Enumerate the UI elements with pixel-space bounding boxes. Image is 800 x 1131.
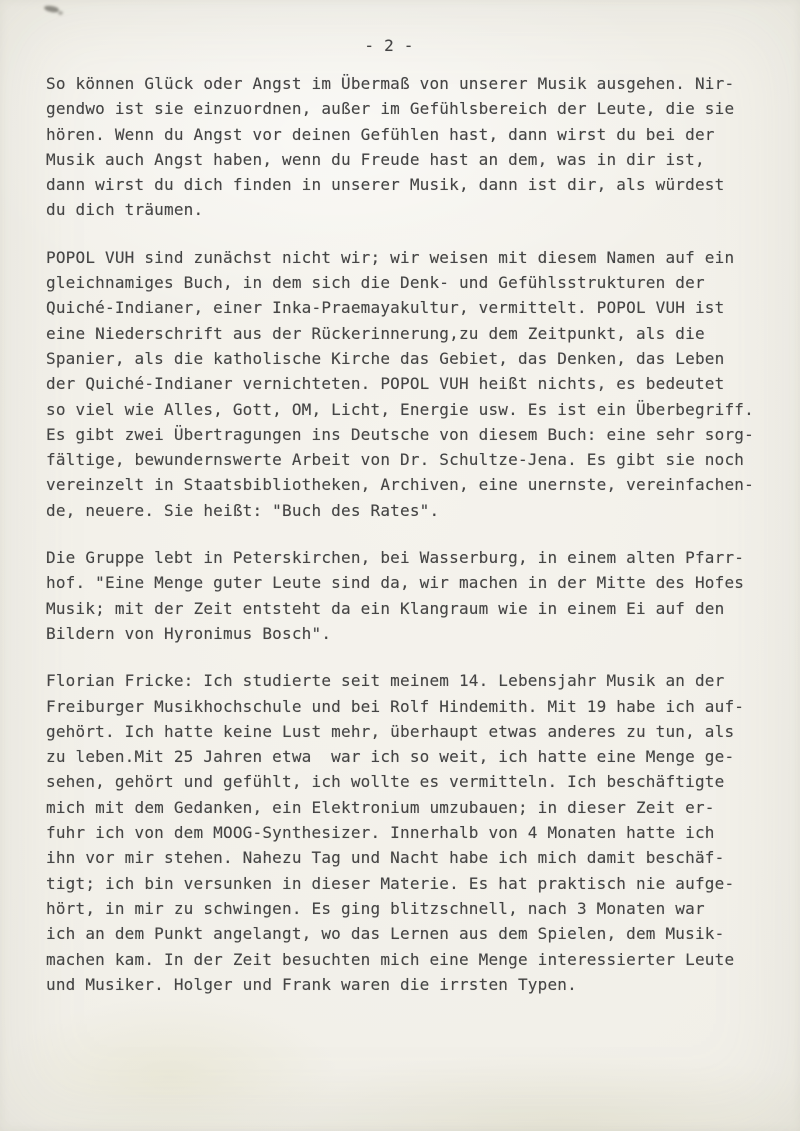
- text-line: gleichnamiges Buch, in dem sich die Denk- und Gefühlsstrukturen der: [46, 273, 705, 293]
- text-line: So können Glück oder Angst im Übermaß von unserer Musik ausgehen. Nir-: [46, 74, 735, 93]
- text-line: tigt; ich bin versunken in dieser Materie. Es hat praktisch nie aufge-: [46, 873, 735, 893]
- text-line: Spanier, als die katholische Kirche das Gebiet, das Denken, das Leben: [46, 348, 725, 368]
- paragraph: [46, 545, 754, 646]
- text-line: de, neuere. Sie heißt: "Buch des Rates".: [46, 500, 440, 520]
- text-line: fältige, bewundernswerte Arbeit von Dr. Schultze-Jena. Es gibt sie noch: [46, 450, 745, 470]
- text-line: Die Gruppe lebt in Peterskirchen, bei Wasserburg, in einem alten Pfarr-: [46, 548, 745, 568]
- paragraph: [46, 71, 754, 223]
- text-line: hören. Wenn du Angst vor deinen Gefühlen hast, dann wirst du bei der: [46, 124, 715, 144]
- text-line: Bildern von Hyronimus Bosch".: [46, 623, 332, 643]
- text-line: ich an dem Punkt angelangt, wo das Lernen aus dem Spielen, dem Musik-: [46, 924, 725, 944]
- text-line: dann wirst du dich finden in unserer Musik, dann ist dir, als würdest: [46, 175, 725, 195]
- text-line: machen kam. In der Zeit besuchten mich eine Menge interessierter Leute: [46, 949, 735, 969]
- text-line: so viel wie Alles, Gott, OM, Licht, Energie usw. Es ist ein Überbegriff.: [46, 399, 754, 419]
- text-line: ihn vor mir stehen. Nahezu Tag und Nacht habe ich mich damit beschäf-: [46, 848, 725, 868]
- page-number: - 2 -: [364, 36, 414, 55]
- paragraph: [46, 668, 754, 997]
- text-line: und Musiker. Holger und Frank waren die irrsten Typen.: [46, 974, 577, 994]
- text-line: der Quiché-Indianer vernichteten. POPOL VUH heißt nichts, es bedeutet: [46, 374, 725, 394]
- text-line: hört, in mir zu schwingen. Es ging blitzschnell, nach 3 Monaten war: [46, 898, 705, 918]
- text-line: POPOL VUH sind zunächst nicht wir; wir weisen mit diesem Namen auf ein: [46, 247, 735, 267]
- text-line: fuhr ich von dem MOOG-Synthesizer. Innerhalb von 4 Monaten hatte ich: [46, 823, 715, 843]
- text-line: eine Niederschrift aus der Rückerinnerung,zu dem Zeitpunkt, als die: [46, 323, 705, 343]
- text-line: Quiché-Indianer, einer Inka-Praemayakultur, vermittelt. POPOL VUH ist: [46, 298, 725, 318]
- text-line: zu leben.Mit 25 Jahren etwa war ich so weit, ich hatte eine Menge ge-: [46, 747, 735, 767]
- text-line: gehört. Ich hatte keine Lust mehr, überhaupt etwas anderes zu tun, als: [46, 721, 735, 741]
- text-line: Es gibt zwei Übertragungen ins Deutsche von diesem Buch: eine sehr sorg-: [46, 424, 754, 444]
- text-line: sehen, gehört und gefühlt, ich wollte es vermitteln. Ich beschäftigte: [46, 772, 725, 792]
- document-body: [46, 71, 754, 1019]
- paragraph: [46, 245, 754, 523]
- text-line: Freiburger Musikhochschule und bei Rolf Hindemith. Mit 19 habe ich auf-: [46, 696, 745, 716]
- text-line: mich mit dem Gedanken, ein Elektronium umzubauen; in dieser Zeit er-: [46, 797, 715, 817]
- text-line: du dich träumen.: [46, 200, 204, 220]
- text-line: vereinzelt in Staatsbibliotheken, Archiven, eine unernste, vereinfachen-: [46, 475, 754, 495]
- text-line: gendwo ist sie einzuordnen, außer im Gefühlsbereich der Leute, die sie: [46, 99, 735, 119]
- scan-artifact: [58, 11, 63, 15]
- text-line: Florian Fricke: Ich studierte seit meinem 14. Lebensjahr Musik an der: [46, 671, 725, 691]
- text-line: Musik auch Angst haben, wenn du Freude hast an dem, was in dir ist,: [46, 149, 705, 169]
- text-line: hof. "Eine Menge guter Leute sind da, wir machen in der Mitte des Hofes: [46, 573, 745, 593]
- text-line: Musik; mit der Zeit entsteht da ein Klangraum wie in einem Ei auf den: [46, 598, 725, 618]
